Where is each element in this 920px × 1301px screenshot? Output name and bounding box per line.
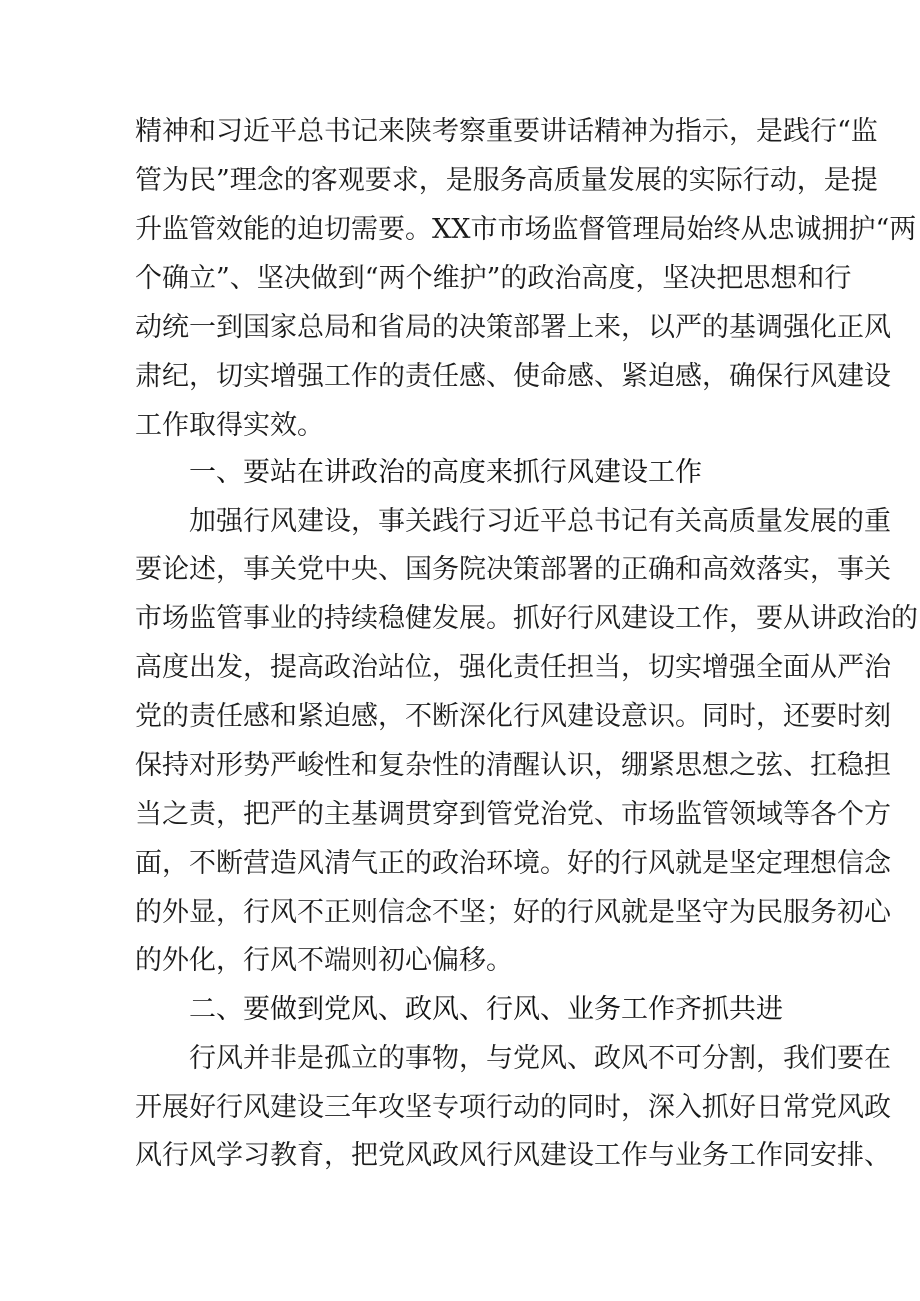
paragraph-line: 的外化，行风不端则初心偏移。 <box>135 945 513 976</box>
paragraph-line: 面，不断营造风清气正的政治环境。好的行风就是坚定理想信念 <box>135 848 891 879</box>
paragraph-line: 肃纪，切实增强工作的责任感、使命感、紧迫感，确保行风建设 <box>135 361 891 392</box>
paragraph-line: 党的责任感和紧迫感，不断深化行风建设意识。同时，还要时刻 <box>135 701 891 732</box>
paragraph-line: 保持对形势严峻性和复杂性的清醒认识，绷紧思想之弦、扛稳担 <box>135 750 891 781</box>
paragraph-line: 当之责，把严的主基调贯穿到管党治党、市场监管领域等各个方 <box>135 799 891 830</box>
paragraph-line: 要论述，事关党中央、国务院决策部署的正确和高效落实，事关 <box>135 554 891 585</box>
paragraph-line: 加强行风建设，事关践行习近平总书记有关高质量发展的重 <box>189 506 891 537</box>
section-heading-2: 二、要做到党风、政风、行风、业务工作齐抓共进 <box>189 994 783 1025</box>
paragraph-line: 工作取得实效。 <box>135 410 324 441</box>
paragraph-line: 的外显，行风不正则信念不坚；好的行风就是坚守为民服务初心 <box>135 897 891 928</box>
paragraph-line: 个确立”、坚决做到“两个维护”的政治高度，坚决把思想和行 <box>135 263 852 294</box>
section-heading-1: 一、要站在讲政治的高度来抓行风建设工作 <box>189 457 702 488</box>
paragraph-line: 高度出发，提高政治站位，强化责任担当，切实增强全面从严治 <box>135 652 891 683</box>
paragraph-line: 管为民”理念的客观要求，是服务高质量发展的实际行动，是提 <box>135 165 878 196</box>
paragraph-line: 升监管效能的迫切需要。XX市市场监督管理局始终从忠诚拥护“两 <box>135 214 917 245</box>
paragraph-line: 开展好行风建设三年攻坚专项行动的同时，深入抓好日常党风政 <box>135 1092 891 1123</box>
paragraph-line: 精神和习近平总书记来陕考察重要讲话精神为指示，是践行“监 <box>135 116 878 147</box>
paragraph-line: 风行风学习教育，把党风政风行风建设工作与业务工作同安排、 <box>135 1140 891 1171</box>
paragraph-line: 市场监管事业的持续稳健发展。抓好行风建设工作，要从讲政治的 <box>135 603 918 634</box>
paragraph-line: 行风并非是孤立的事物，与党风、政风不可分割，我们要在 <box>189 1043 891 1074</box>
paragraph-line: 动统一到国家总局和省局的决策部署上来，以严的基调强化正风 <box>135 312 891 343</box>
